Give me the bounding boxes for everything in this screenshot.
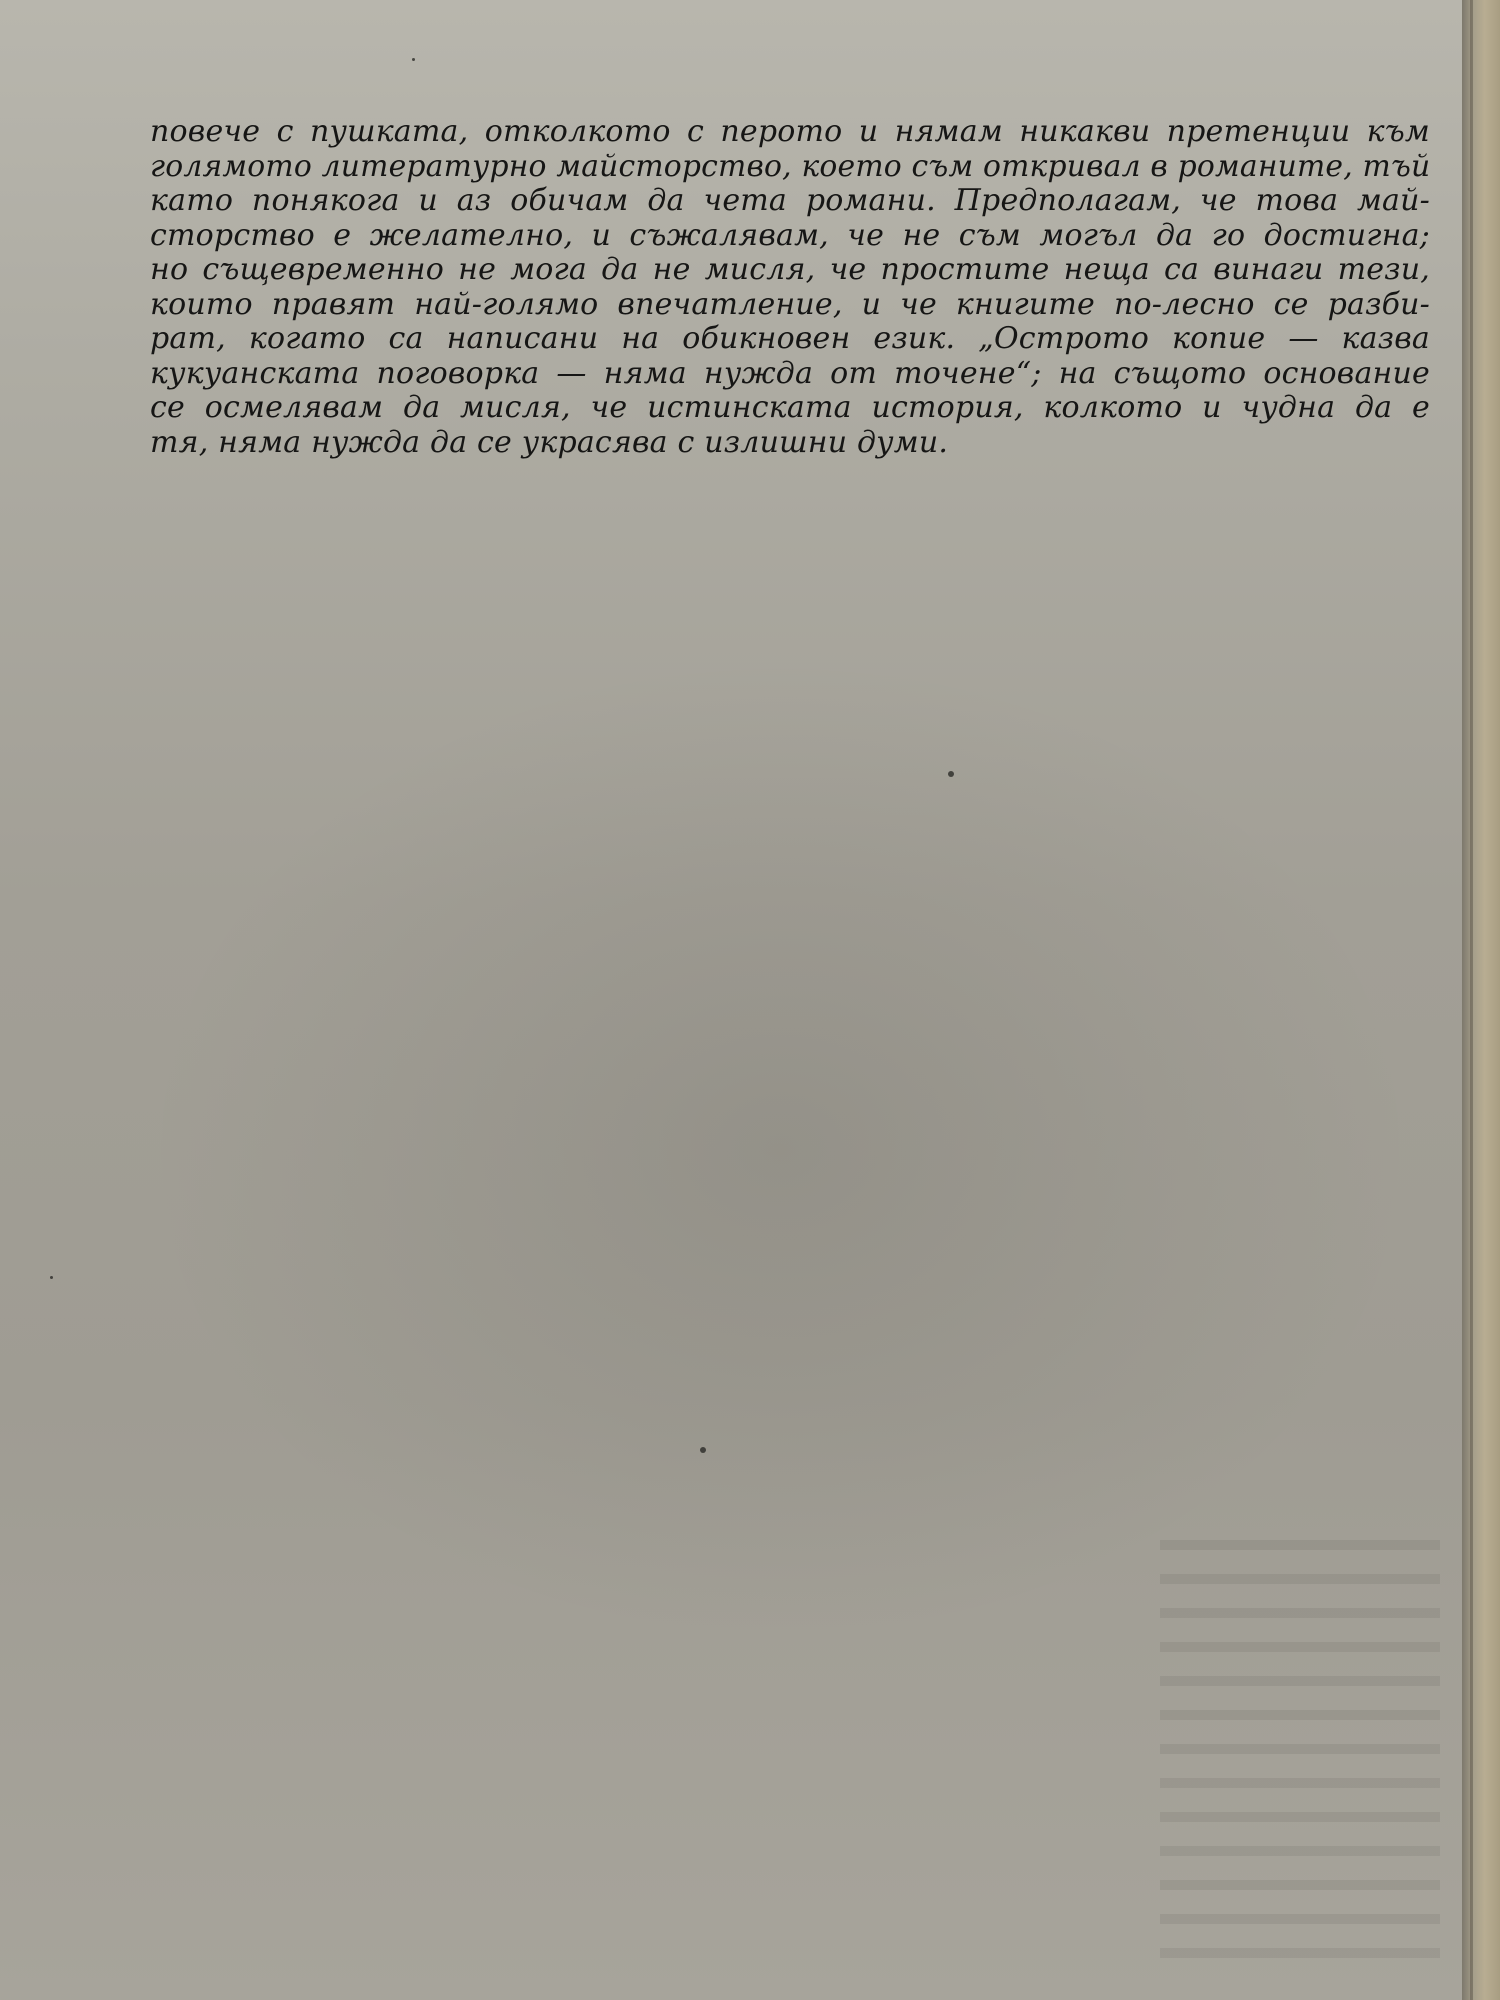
paragraph-line: но същевременно не мога да не мисля, че простите неща са винаги тези,: [150, 252, 1430, 287]
book-gutter: [1462, 0, 1500, 2000]
paragraph-line: сторство е желателно, и съжалявам, че не съм могъл да го достигна;: [150, 217, 1430, 253]
paper-speck: [50, 1276, 53, 1279]
paper-speck: [700, 1447, 706, 1453]
paragraph-line: голямото литературно майсторство, което съм откривал в романите, тъй: [150, 148, 1431, 184]
paper-speck: [948, 771, 954, 777]
show-through-text: [1160, 1540, 1440, 1980]
paragraph-line: кукуанската поговорка — няма нужда от точене“; на същото основание: [150, 355, 1430, 391]
paragraph-line: които правят най-голямо впечатление, и че книгите по-лесно се разби-: [150, 286, 1430, 322]
paragraph-line: като понякога и аз обичам да чета романи. Предполагам, че това май-: [150, 183, 1430, 218]
paper-speck: [412, 58, 415, 61]
paragraph-line: тя, няма нужда да се украсява с излишни думи.: [150, 424, 949, 460]
paragraph-line: се осмелявам да мисля, че истинската история, колкото и чудна да е: [150, 390, 1430, 425]
paragraph: [150, 115, 1430, 460]
paragraph-line: повече с пушката, отколкото с перото и нямам никакви претенции към: [150, 114, 1430, 149]
paragraph-line: рат, когато са написани на обикновен език. „Острото копие — казва: [150, 321, 1430, 356]
